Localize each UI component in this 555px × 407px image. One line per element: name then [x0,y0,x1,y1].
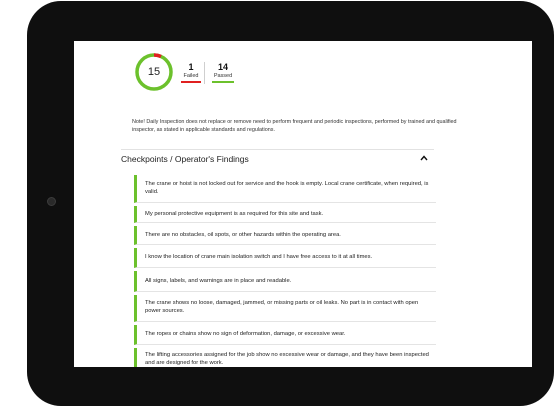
passed-bar [212,81,234,83]
passed-label: Passed [213,73,233,79]
checkpoint-item[interactable] [134,175,436,203]
failed-bar [181,81,201,83]
checkpoint-text: My personal protective equipment is as required for this site and task. [145,211,324,217]
inspection-summary [134,52,394,94]
checkpoint-item[interactable] [134,295,436,322]
failed-stat [181,62,201,83]
checkpoint-item[interactable] [134,271,436,292]
checkpoint-item[interactable] [134,248,436,268]
checkpoint-item[interactable] [134,325,436,345]
checkpoint-text: The ropes or chains show no sign of deformation, damage, or excessive wear. [145,331,346,337]
chevron-up-icon[interactable] [420,155,428,161]
section-title: Checkpoints / Operator's Findings [121,154,249,164]
tablet-frame [27,1,554,406]
checkpoint-item[interactable] [134,348,436,367]
checkpoints-section-header[interactable] [121,149,434,166]
passed-count: 14 [217,62,228,72]
failed-label: Failed [183,73,199,79]
checkpoint-text: The lifting accessories assigned for the job show no excessive wear or damage, and they have been inspected and are designed for the work. [145,352,429,366]
app-screen [74,41,532,367]
stat-divider [204,62,205,84]
checkpoint-text: All signs, labels, and warnings are in place and readable. [145,278,292,284]
failed-count: 1 [188,62,194,72]
checkpoint-item[interactable] [134,206,436,223]
camera-icon [47,197,56,206]
inspection-note: Note! Daily Inspection does not replace or remove need to perform frequent and periodic inspections, performed by trained and qualified inspector, as stated in applicable standards and regulations. [132,119,457,133]
total-count: 15 [147,66,161,78]
checkpoint-text: There are no obstacles, oil spots, or other hazards within the operating area. [145,232,341,238]
checkpoint-text: I know the location of crane main isolation switch and I have free access to it at all times. [145,254,373,260]
checkpoint-text: The crane or hoist is not locked out for service and the hook is empty. Local crane certificate, when required, is valid. [145,181,429,195]
checkpoint-text: The crane shows no loose, damaged, jammed, or missing parts or oil leaks. No part is in contact with open power sources. [145,300,419,314]
checkpoint-item[interactable] [134,226,436,245]
passed-stat [212,62,234,83]
